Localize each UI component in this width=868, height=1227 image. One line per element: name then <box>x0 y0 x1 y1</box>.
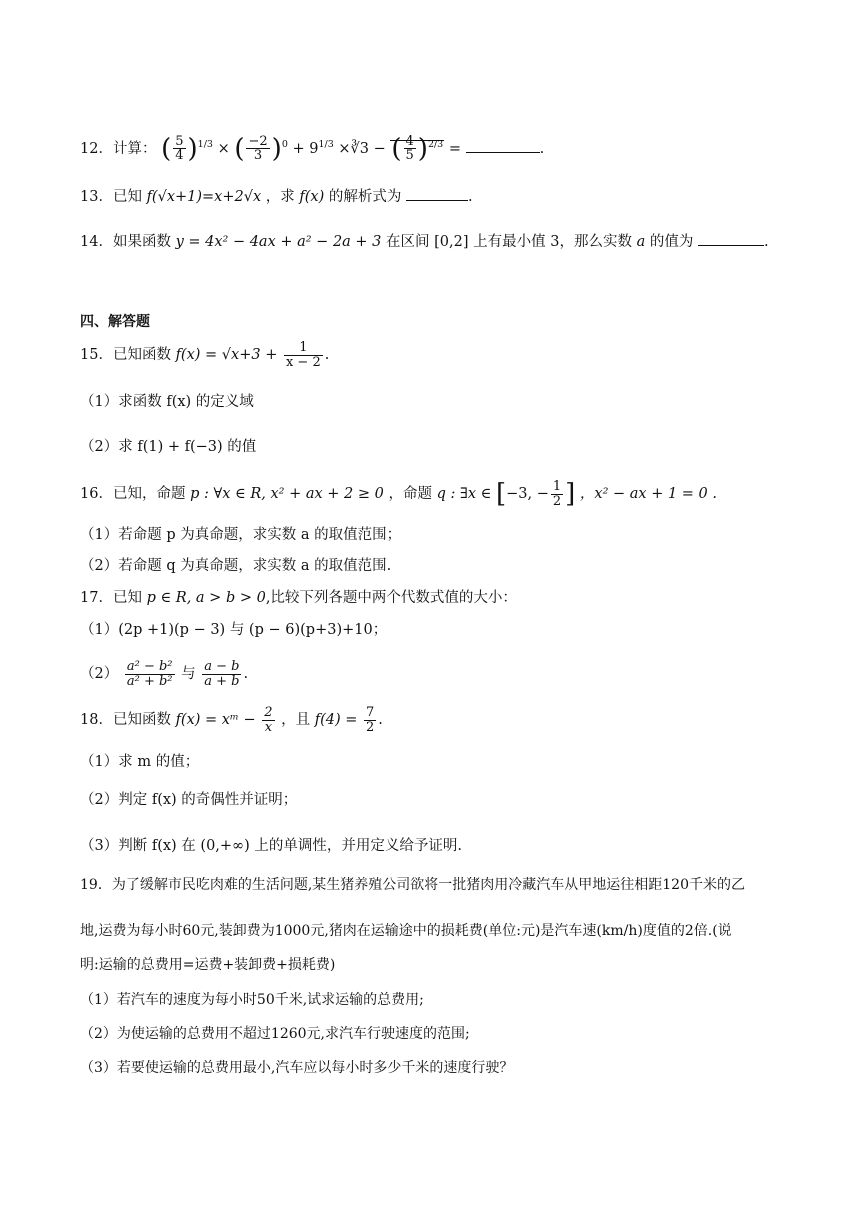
question-19-line-1: 19．为了缓解市民吃肉难的生活问题,某生猪养殖公司欲将一批猪肉用冷藏汽车从甲地运往相距120千米的乙 <box>80 877 745 893</box>
q12-exp-1: 1/3 <box>197 139 213 150</box>
q12-fraction-4: $\frac{4}{5}$ <box>405 133 414 164</box>
question-15: 15．已知函数 f(x) = √x+3 + $\frac{1}{x - 2}$ . <box>80 339 330 370</box>
q15-fraction: $\frac{1}{x - 2}$ <box>285 339 321 370</box>
question-16-part-1: （1）若命题 p 为真命题，求实数 a 的取值范围； <box>80 527 402 543</box>
question-13: 13．已知 f(√x+1)=x+2√x ，求 f(x) 的解析式为 . <box>80 186 808 207</box>
question-17-part-2: （2） $\frac{\text{a² − b²}}{\text{a² + b²}}$ 与 $\frac{a - b}{a + b}$ . <box>80 658 249 689</box>
q12-fraction-2: $\frac{-2}{3}$ <box>248 133 268 164</box>
q12-fraction-1: $\frac{5}{4}$ <box>175 133 184 164</box>
answer-blank[interactable] <box>466 138 540 153</box>
question-16-part-2: （2）若命题 q 为真命题，求实数 a 的取值范围. <box>80 558 392 574</box>
answer-blank[interactable] <box>406 186 468 201</box>
question-15-part-1: （1）求函数 f(x) 的定义域 <box>80 394 254 410</box>
q13-expression: f(√x+1)=x+2√x <box>146 189 262 205</box>
q12-label: 12．计算： <box>80 140 157 157</box>
question-14: 14．如果函数 y = 4x² − 4ax + a² − 2a + 3 在区间 [0,2] 上有最小值 3，那么实数 a 的值为 . <box>80 231 808 252</box>
question-18: 18．已知函数 f(x) = xᵐ − $\frac{2}{x}$ ，且 f(4) = $\frac{7}{2}$ . <box>80 704 383 735</box>
question-18-part-3: （3）判断 f(x) 在 (0,+∞) 上的单调性，并用定义给予证明. <box>80 838 463 854</box>
q17-fraction-1: $\frac{\text{a² − b²}}{\text{a² + b²}}$ <box>126 658 173 689</box>
q16-fraction: $\frac{1}{2}$ <box>552 478 562 509</box>
q12-sqrt: ( $\frac{4}{5}$ )$^{2/3}$ <box>391 133 444 164</box>
question-18-part-2: （2）判定 f(x) 的奇偶性并证明； <box>80 792 298 808</box>
question-19-part-2: （2）为使运输的总费用不超过1260元,求汽车行驶速度的范围; <box>80 1026 470 1042</box>
question-19-part-1: （1）若汽车的速度为每小时50千米,试求运输的总费用; <box>80 992 424 1008</box>
q18-fraction-2: $\frac{7}{2}$ <box>366 704 375 735</box>
question-17: 17．已知 p ∈ R, a > b > 0,比较下列各题中两个代数式值的大小： <box>80 590 517 606</box>
question-12: 12．计算： ( $\frac{5}{4}$ )$^{1/3}$ × ( $\frac{-2}{3}$ )$^0 + 9^{1/3}$ ×∛3 − ( $\frac{4}{5}$ )$^{2/3}$ = . <box>80 133 545 164</box>
question-15-part-2: （2）求 f(1) + f(−3) 的值 <box>80 439 257 455</box>
section-title: 四、解答题 <box>80 314 150 330</box>
answer-blank[interactable] <box>698 231 764 246</box>
q18-fraction-1: $\frac{2}{x}$ <box>264 704 273 735</box>
q14-interval: [0,2] <box>434 234 469 250</box>
q17-fraction-2: $\frac{a - b}{a + b}$ <box>204 658 240 689</box>
question-19-part-3: （3）若要使运输的总费用最小,汽车应以每小时多少千米的速度行驶？ <box>80 1060 514 1076</box>
q12-exp-2: 0 <box>281 139 288 150</box>
question-19-line-3: 明:运输的总费用=运费+装卸费+损耗费) <box>80 957 336 973</box>
question-17-part-1: （1）(2p +1)(p − 3) 与 (p − 6)(p+3)+10； <box>80 622 388 638</box>
question-18-part-1: （1）求 m 的值； <box>80 754 200 770</box>
q14-function: y = 4x² − 4ax + a² − 2a + 3 <box>175 234 382 250</box>
question-19-line-2: 地,运费为每小时60元,装卸费为1000元,猪肉在运输途中的损耗费(单位:元)是汽车速(km/h)度值的2倍.(说 <box>80 923 732 939</box>
question-16: 16．已知，命题 p : ∀x ∈ R, x² + ax + 2 ≥ 0 ，命题 q : ∃x ∈ [−3, − $\frac{1}{2}$ ] ，x² − ax + 1 = 0 . <box>80 478 717 509</box>
